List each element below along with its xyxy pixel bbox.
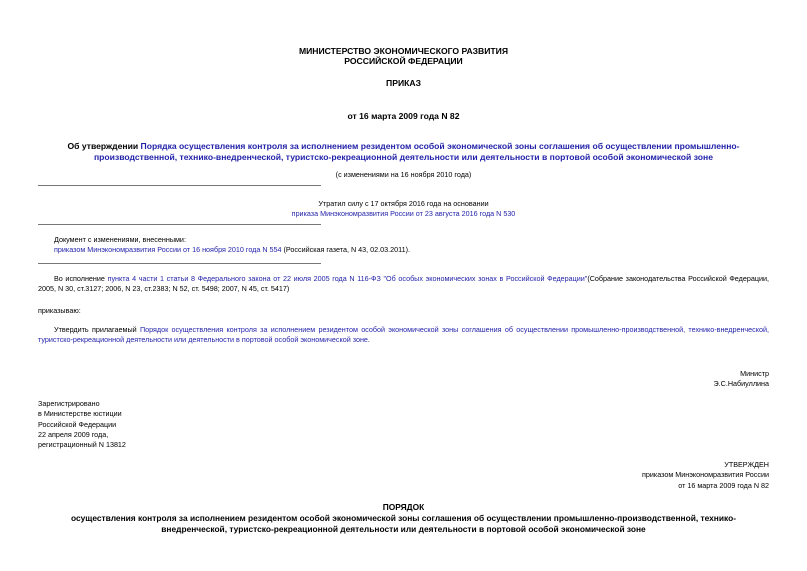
changes-line <box>54 245 774 255</box>
approved-line: приказом Минэкономразвития России <box>642 470 769 480</box>
procedure-title: ПОРЯДОК <box>382 502 425 512</box>
approved-line: от 16 марта 2009 года N 82 <box>678 480 769 490</box>
p1-link[interactable]: пункта 4 части 1 статьи 8 Федерального закона от 22 июля 2005 года N 116-ФЗ "Об особых экономических зонах в Российской Федерации" <box>107 274 588 283</box>
changes-label: Документ с изменениями, внесенными: <box>54 235 186 244</box>
signature-role: Министр <box>740 369 769 378</box>
doc-date-number: от 16 марта 2009 года N 82 <box>347 111 460 121</box>
p1-prefix: Во исполнение <box>54 274 108 283</box>
signature <box>714 369 769 390</box>
paragraph-2: приказываю: <box>38 306 81 315</box>
changes-suffix: (Российская газета, N 43, 02.03.2011). <box>281 245 410 255</box>
doc-type: ПРИКАЗ <box>386 78 421 88</box>
ministry-name <box>0 46 807 66</box>
ministry-line-1: МИНИСТЕРСТВО ЭКОНОМИЧЕСКОГО РАЗВИТИЯ <box>298 46 509 56</box>
changes-block <box>54 235 774 256</box>
expired-link[interactable]: приказа Минэкономразвития России от 23 августа 2016 года N 530 <box>291 209 516 219</box>
amendments-note: (с изменениями на 16 ноября 2010 года) <box>335 170 472 179</box>
ministry-line-2: РОССИЙСКОЙ ФЕДЕРАЦИИ <box>344 56 463 67</box>
registration-line: в Министерстве юстиции <box>38 409 122 419</box>
approved-block <box>642 460 769 491</box>
registration-line: Зарегистрировано <box>38 399 100 408</box>
changes-link[interactable]: приказом Минэкономразвития России от 16 ноября 2010 года N 554 <box>54 245 282 255</box>
divider <box>38 224 321 225</box>
approved-line: УТВЕРЖДЕН <box>724 460 769 469</box>
registration-line: 22 апреля 2009 года, <box>38 429 109 439</box>
paragraph-1 <box>38 274 769 295</box>
title-prefix: Об утверждении <box>67 141 141 151</box>
expired-line: Утратил силу с 17 октября 2016 года на основании <box>318 199 489 208</box>
title-link[interactable]: Порядка осуществления контроля за исполнением резидентом особой экономической зоны соглашения об осуществлении промышленно-производственной, технико-внедренческой, туристско-рекреационной деятельности или деятельности в портовой особой экономической зоне <box>93 141 740 163</box>
expired-block <box>0 199 807 220</box>
procedure-subtitle: осуществления контроля за исполнением резидентом особой экономической зоны соглашения об осуществлении промышленно-производственной, технико-внедренческой, туристско-рекреационной деятельности или деятельности в портовой особой экономической зоне <box>70 513 737 535</box>
p3-prefix: Утвердить прилагаемый <box>54 325 140 334</box>
paragraph-3 <box>38 325 769 346</box>
registration-line: Российской Федерации <box>38 419 117 429</box>
p3-link[interactable]: Порядок осуществления контроля за исполнением резидентом особой экономической зоны соглашения об осуществлении промышленно-производственной, технико-внедренческой, туристско-рекреационной деятельности или деятельности в портовой особой экономической зоне <box>38 325 769 345</box>
divider <box>38 263 321 264</box>
registration-block <box>38 399 126 450</box>
doc-title <box>40 141 767 163</box>
p1-suffix: (Собрание законодательства Российской Федерации, 2005, N 30, ст.3127; 2006, N 23, ст.2383; N 52, ст. 5498; 2007, N 45, ст. 5417) <box>38 274 769 294</box>
divider <box>38 185 321 186</box>
p3-suffix: . <box>367 335 370 345</box>
registration-line: регистрационный N 13812 <box>38 440 126 450</box>
signature-name: Э.С.Набиуллина <box>713 379 769 389</box>
